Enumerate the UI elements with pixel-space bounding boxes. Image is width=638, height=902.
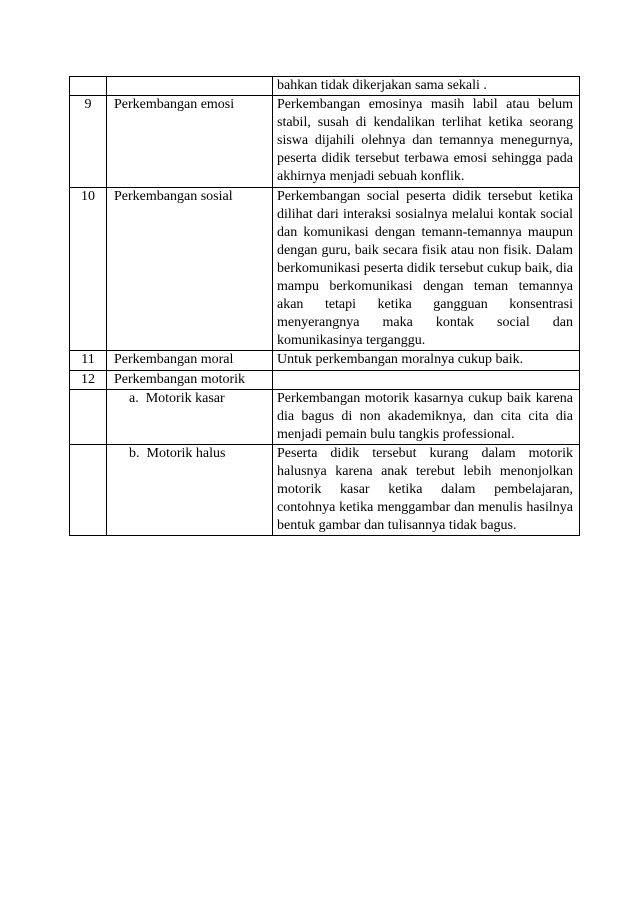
row-description <box>273 370 580 389</box>
row-number <box>70 77 107 96</box>
row-aspect: Perkembangan sosial <box>107 187 273 351</box>
table-row <box>70 370 580 389</box>
row-sub-aspect: b. Motorik halus <box>107 444 273 535</box>
row-aspect: Perkembangan emosi <box>107 96 273 187</box>
table-row <box>70 77 580 96</box>
row-aspect <box>107 77 273 96</box>
row-number: 9 <box>70 96 107 187</box>
row-number: 10 <box>70 187 107 351</box>
row-description: Peserta didik tersebut kurang dalam motorik halusnya karena anak terebut lebih menonjolkan motorik kasar ketika dalam pembelajaran, contohnya ketika menggambar dan menulis hasilnya bentuk gambar dan tulisannya tidak bagus. <box>273 444 580 535</box>
table-row <box>70 96 580 187</box>
row-description: Perkembangan social peserta didik tersebut ketika dilihat dari interaksi sosialnya melalui kontak social dan komunikasi dengan temann-temannya maupun dengan guru, baik secara fisik atau non fisik. Dalam berkomunikasi peserta didik tersebut cukup baik, dia mampu berkomunikasi dengan teman temannya akan tetapi ketika gangguan konsentrasi menyerangnya maka kontak social dan komunikasinya terganggu. <box>273 187 580 351</box>
table-row <box>70 444 580 535</box>
row-number <box>70 389 107 444</box>
table-row <box>70 389 580 444</box>
row-description: Perkembangan emosinya masih labil atau belum stabil, susah di kendalikan terlihat ketika seorang siswa dijahili olehnya dan temannya menegurnya, peserta didik tersebut terbawa emosi sehingga pada akhirnya menjadi sebuah konflik. <box>273 96 580 187</box>
table-row <box>70 351 580 370</box>
row-aspect: Perkembangan motorik <box>107 370 273 389</box>
row-description: Perkembangan motorik kasarnya cukup baik karena dia bagus di non akademiknya, dan cita cita dia menjadi pemain bulu tangkis professional. <box>273 389 580 444</box>
row-aspect: Perkembangan moral <box>107 351 273 370</box>
row-number: 11 <box>70 351 107 370</box>
development-table <box>69 76 580 536</box>
row-description: Untuk perkembangan moralnya cukup baik. <box>273 351 580 370</box>
row-number: 12 <box>70 370 107 389</box>
row-number <box>70 444 107 535</box>
row-description: bahkan tidak dikerjakan sama sekali . <box>273 77 580 96</box>
table-row <box>70 187 580 351</box>
row-sub-aspect: a. Motorik kasar <box>107 389 273 444</box>
